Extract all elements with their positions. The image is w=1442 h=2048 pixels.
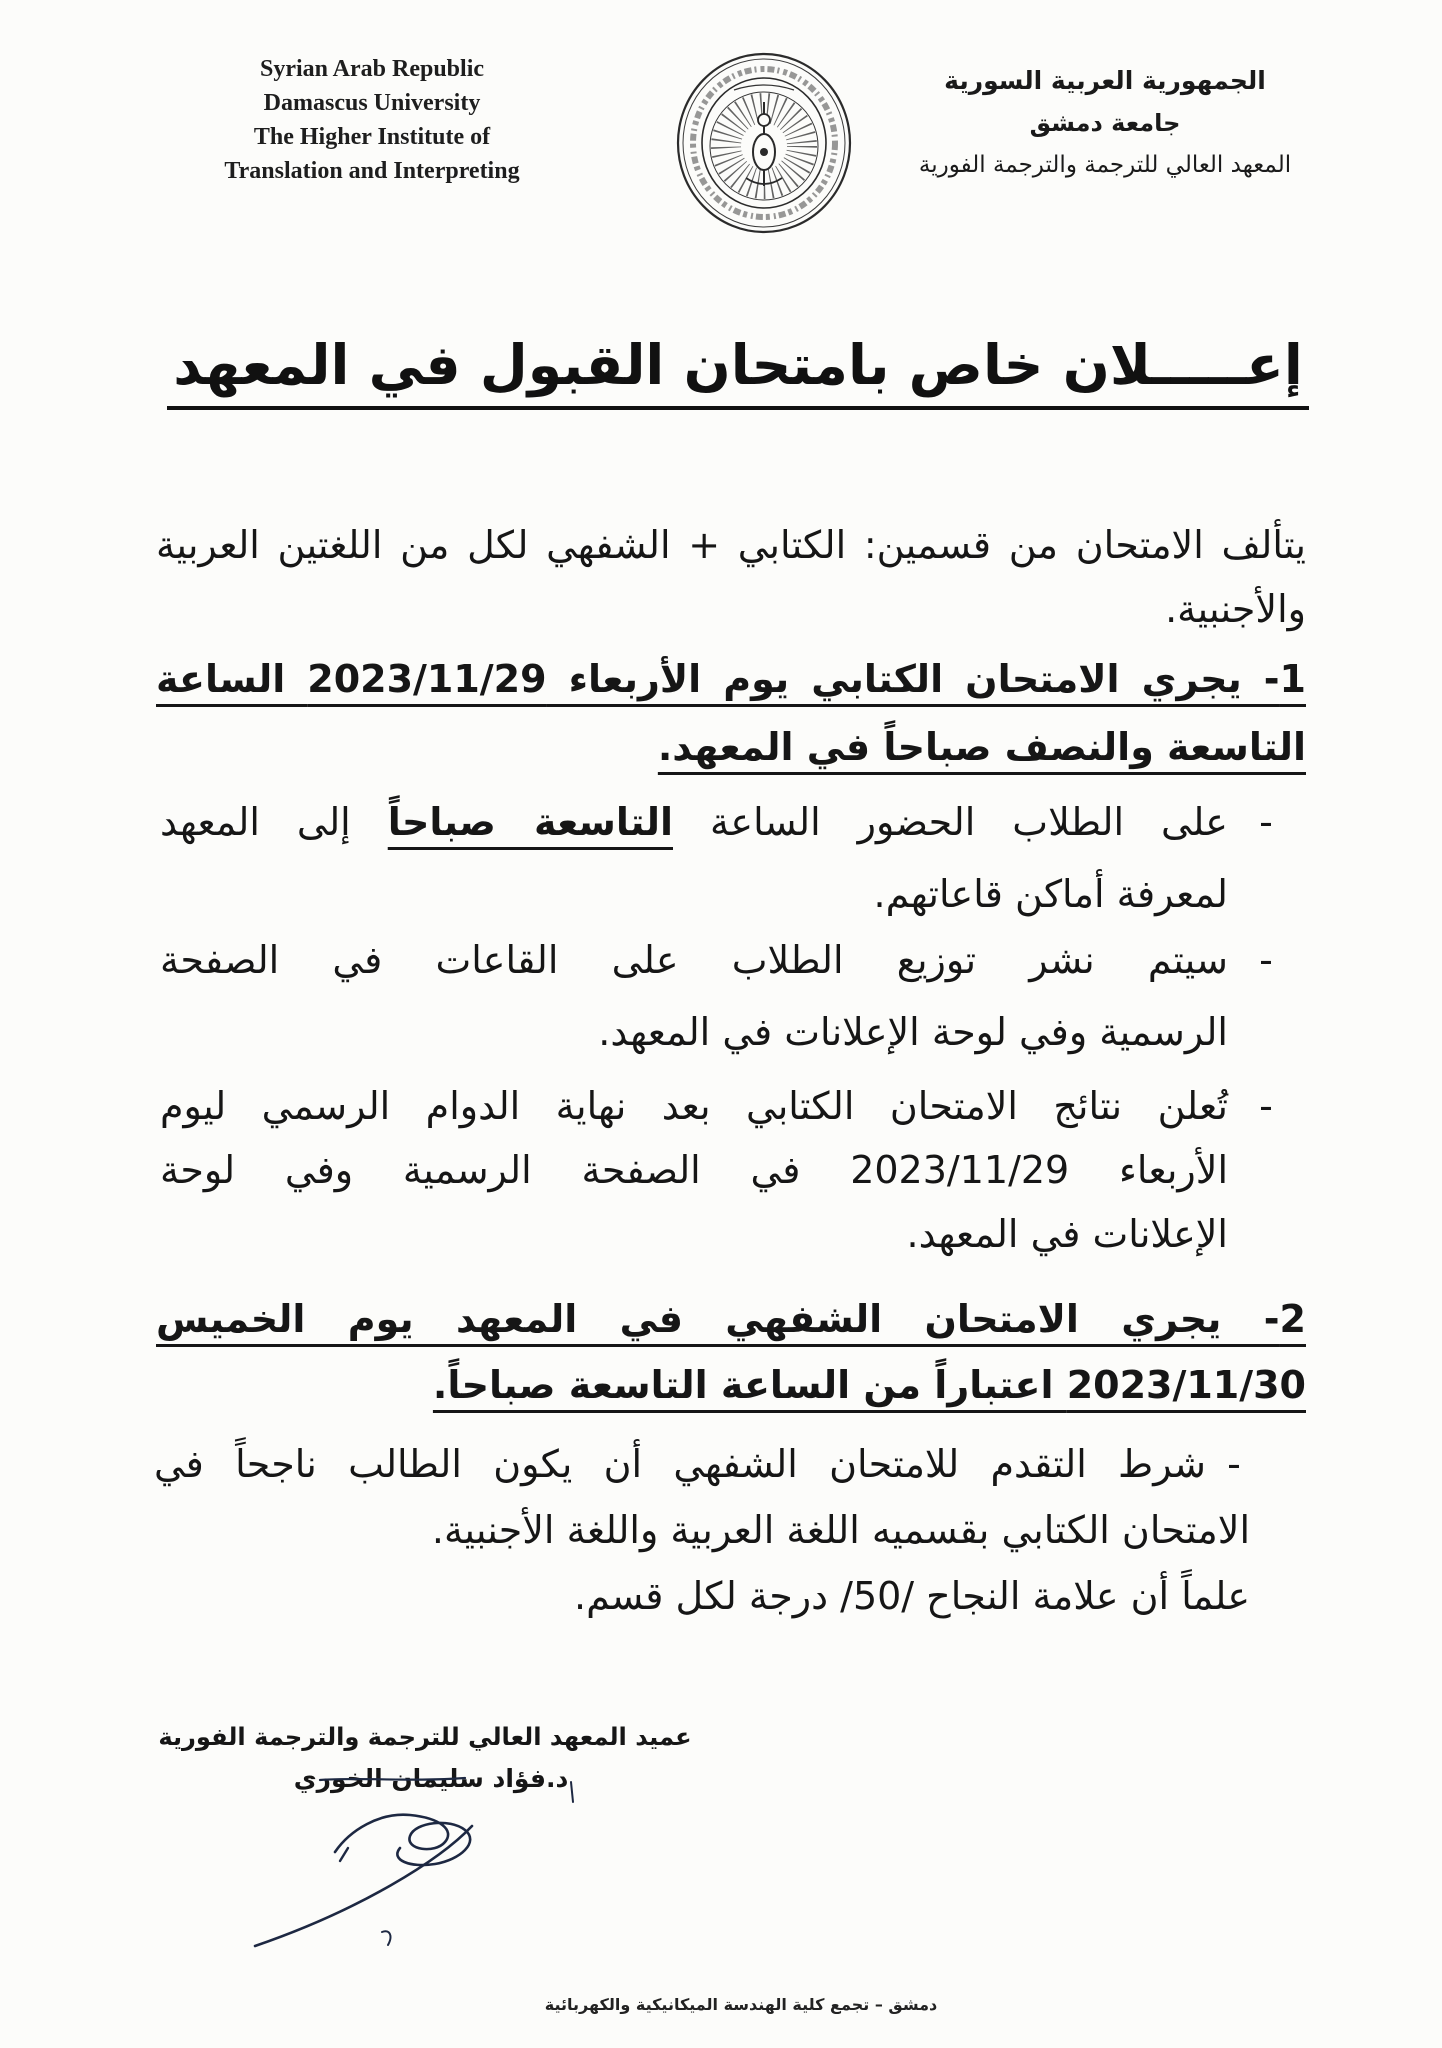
paragraph-line: والأجنبية. xyxy=(1165,587,1306,631)
header-english-line: Damascus University xyxy=(263,90,481,116)
item-2-text: 2023/11/30 اعتباراً من الساعة التاسعة صباحاً. xyxy=(432,1363,1306,1407)
intro-paragraph xyxy=(156,513,1306,641)
item-2-line xyxy=(156,1352,1306,1418)
bullet-mark: - xyxy=(1227,1442,1241,1486)
item-1-line xyxy=(156,713,1306,781)
item-1-line xyxy=(156,645,1306,713)
header-english-line: Translation and Interpreting xyxy=(224,158,520,184)
bullet-3-line: تُعلن نتائج الامتحان الكتابي بعد نهاية الدوام الرسمي ليوم xyxy=(160,1084,1228,1128)
bullet-1-text: إلى المعهد xyxy=(160,800,351,844)
bullet-mark: - xyxy=(1259,1084,1273,1128)
header-arabic-line: الجمهورية العربية السورية xyxy=(944,66,1266,95)
bullet-mark: - xyxy=(1259,938,1273,982)
bullet-2-line: الرسمية وفي لوحة الإعلانات في المعهد. xyxy=(598,1010,1228,1054)
bullet-1-line: لمعرفة أماكن قاعاتهم. xyxy=(873,872,1228,916)
header-arabic-line: المعهد العالي للترجمة والترجمة الفورية xyxy=(918,152,1292,178)
item-2-text: 2- يجري الامتحان الشفهي في المعهد يوم الخميس xyxy=(156,1297,1306,1341)
bullet-2-line: سيتم نشر توزيع الطلاب على القاعات في الصفحة xyxy=(160,938,1228,982)
bullet-1-paragraph xyxy=(160,786,1273,930)
bullet-mark: - xyxy=(1259,800,1273,844)
header-arabic-line: جامعة دمشق xyxy=(1029,109,1181,137)
signatory-name: د.فؤاد سليمان الخوري xyxy=(293,1764,569,1793)
bullet-3-line: الأربعاء 2023/11/29 في الصفحة الرسمية وفي لوحة xyxy=(160,1148,1228,1192)
announcement-title: إعـــــلان خاص بامتحان القبول في المعهد xyxy=(167,326,1309,410)
bullet-3-paragraph xyxy=(160,1074,1273,1266)
item-1-paragraph xyxy=(156,645,1306,781)
bullet-4-paragraph xyxy=(154,1431,1250,1629)
handwritten-signature xyxy=(240,1760,580,1960)
item-1-text: 1- يجري الامتحان الكتابي يوم الأربعاء 2023/11/29 الساعة xyxy=(156,657,1306,701)
paragraph-line: يتألف الامتحان من قسمين: الكتابي + الشفهي لكل من اللغتين العربية xyxy=(156,523,1306,567)
bullet-4-line: الامتحان الكتابي بقسميه اللغة العربية واللغة الأجنبية. xyxy=(431,1508,1250,1552)
bullet-3-line: الإعلانات في المعهد. xyxy=(906,1212,1228,1256)
bullet-4-line: شرط التقدم للامتحان الشفهي أن يكون الطالب ناجحاً في xyxy=(154,1442,1206,1486)
footer-address: دمشق – تجمع كلية الهندسة الميكانيكية والكهربائية xyxy=(544,1995,938,2014)
header-english-line: The Higher Institute of xyxy=(253,124,491,150)
item-1-text: التاسعة والنصف صباحاً في المعهد. xyxy=(657,725,1306,769)
bullet-1-line xyxy=(160,786,1228,858)
item-2-paragraph xyxy=(156,1286,1306,1418)
item-2-line xyxy=(156,1286,1306,1352)
emphasis-text: التاسعة صباحاً xyxy=(387,800,673,844)
header-english-line: Syrian Arab Republic xyxy=(259,56,485,82)
signatory-title: عميد المعهد العالي للترجمة والترجمة الفورية xyxy=(158,1723,692,1751)
passing-mark-note: علماً أن علامة النجاح /50/ درجة لكل قسم. xyxy=(573,1574,1250,1618)
bullet-2-paragraph xyxy=(160,924,1273,1068)
bullet-1-text: على الطلاب الحضور الساعة xyxy=(710,800,1228,844)
